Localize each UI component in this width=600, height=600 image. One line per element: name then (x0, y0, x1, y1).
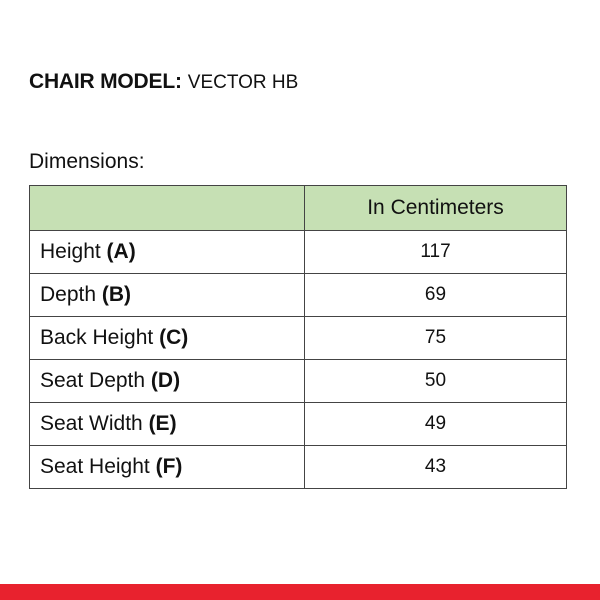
row-name: Height (40, 240, 101, 263)
table-row (30, 446, 567, 489)
table-header-row (30, 186, 567, 231)
row-code: (C) (159, 326, 189, 349)
row-name: Back Height (40, 326, 154, 349)
row-label (30, 274, 305, 317)
row-label (30, 403, 305, 446)
row-code: (F) (155, 455, 183, 478)
table-row (30, 274, 567, 317)
row-name: Seat Width (40, 412, 143, 435)
table-row (30, 317, 567, 360)
row-name: Seat Depth (40, 369, 146, 392)
row-value: 43 (305, 446, 567, 489)
header-cell-centimeters: In Centimeters (305, 186, 567, 231)
row-value: 75 (305, 317, 567, 360)
row-value: 49 (305, 403, 567, 446)
chair-model-heading (29, 68, 298, 97)
row-value: 117 (305, 231, 567, 274)
dimensions-label: Dimensions: (29, 150, 145, 173)
row-label (30, 231, 305, 274)
row-name: Seat Height (40, 455, 150, 478)
row-code: (A) (106, 240, 136, 263)
row-code: (B) (101, 283, 132, 306)
row-name: Depth (40, 283, 97, 306)
row-value: 50 (305, 360, 567, 403)
accent-bar (0, 584, 600, 600)
chair-model-value: VECTOR HB (187, 72, 299, 93)
row-label (30, 446, 305, 489)
chair-model-label: CHAIR MODEL: (29, 70, 182, 93)
row-label (30, 360, 305, 403)
row-label (30, 317, 305, 360)
row-value: 69 (305, 274, 567, 317)
row-code: (E) (148, 412, 177, 435)
dimensions-table (29, 185, 567, 489)
table-row (30, 360, 567, 403)
table-row (30, 403, 567, 446)
header-cell-parameter (30, 186, 305, 231)
table-row (30, 231, 567, 274)
row-code: (D) (150, 369, 181, 392)
